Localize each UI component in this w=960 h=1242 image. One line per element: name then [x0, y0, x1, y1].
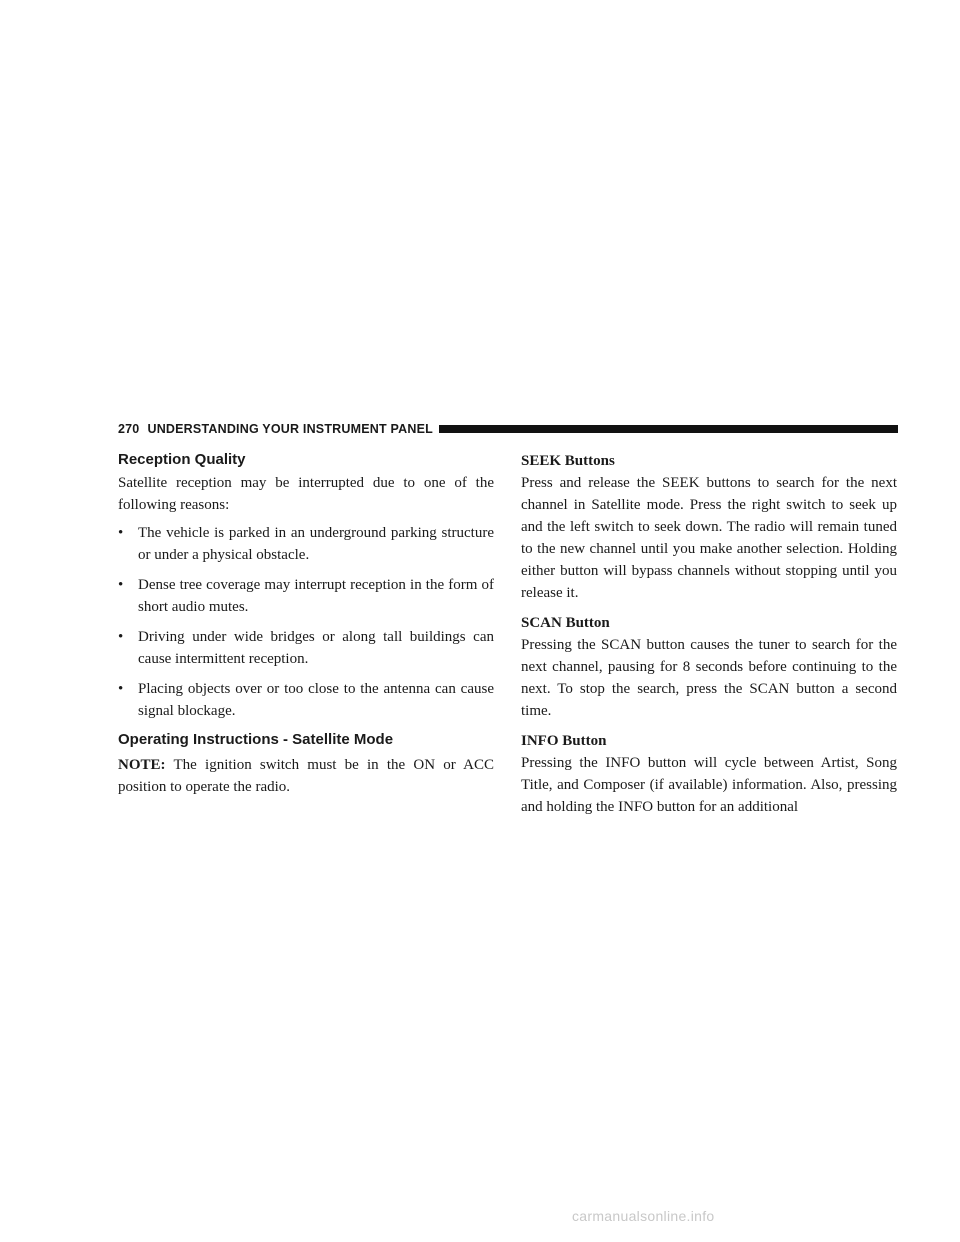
reception-reasons-list [118, 522, 494, 722]
page-header-title: UNDERSTANDING YOUR INSTRUMENT PANEL [147, 422, 433, 436]
bullet-icon: • [118, 681, 124, 697]
watermark: carmanualsonline.info [572, 1208, 715, 1224]
bullet-icon: • [118, 525, 124, 541]
page-header [118, 420, 898, 438]
note-text: The ignition switch must be in the ON or ACC position to operate the radio. [118, 757, 494, 795]
seek-buttons-heading: SEEK Buttons [521, 453, 615, 469]
scan-button-text: Pressing the SCAN button causes the tuner to search for the next channel, pausing for 8 seconds before continuing to the next. To stop the search, press the SCAN button a second time. [521, 637, 897, 719]
info-button-text: Pressing the INFO button will cycle between Artist, Song Title, and Composer (if available) information. Also, pressing and holding the INFO button for an additional [521, 755, 897, 815]
seek-buttons-text: Press and release the SEEK buttons to search for the next channel in Satellite mode. Press the right switch to seek up and the left switch to seek down. The radio will remain tuned to the new channel until you make another selection. Holding either button will bypass channels without stopping until you release it. [521, 475, 897, 601]
operating-instructions-heading: Operating Instructions - Satellite Mode [118, 731, 394, 748]
note-paragraph [118, 754, 494, 798]
bullet-icon: • [118, 577, 124, 593]
header-rule [439, 425, 898, 433]
note-label: NOTE: [118, 757, 166, 773]
list-item: • The vehicle is parked in an underground parking structure or under a physical obstacle. [118, 522, 494, 566]
list-item: • Placing objects over or too close to the antenna can cause signal blockage. [118, 678, 494, 722]
info-button-heading: INFO Button [521, 733, 607, 749]
left-column [118, 450, 494, 798]
list-item: • Dense tree coverage may interrupt reception in the form of short audio mutes. [118, 574, 494, 618]
reception-intro: Satellite reception may be interrupted due to one of the following reasons: [118, 475, 494, 513]
bullet-icon: • [118, 629, 124, 645]
page-number: 270 [118, 422, 140, 436]
scan-button-heading: SCAN Button [521, 615, 610, 631]
right-column [521, 450, 897, 818]
list-item: • Driving under wide bridges or along tall buildings can cause intermittent reception. [118, 626, 494, 670]
reception-quality-heading: Reception Quality [118, 451, 246, 468]
